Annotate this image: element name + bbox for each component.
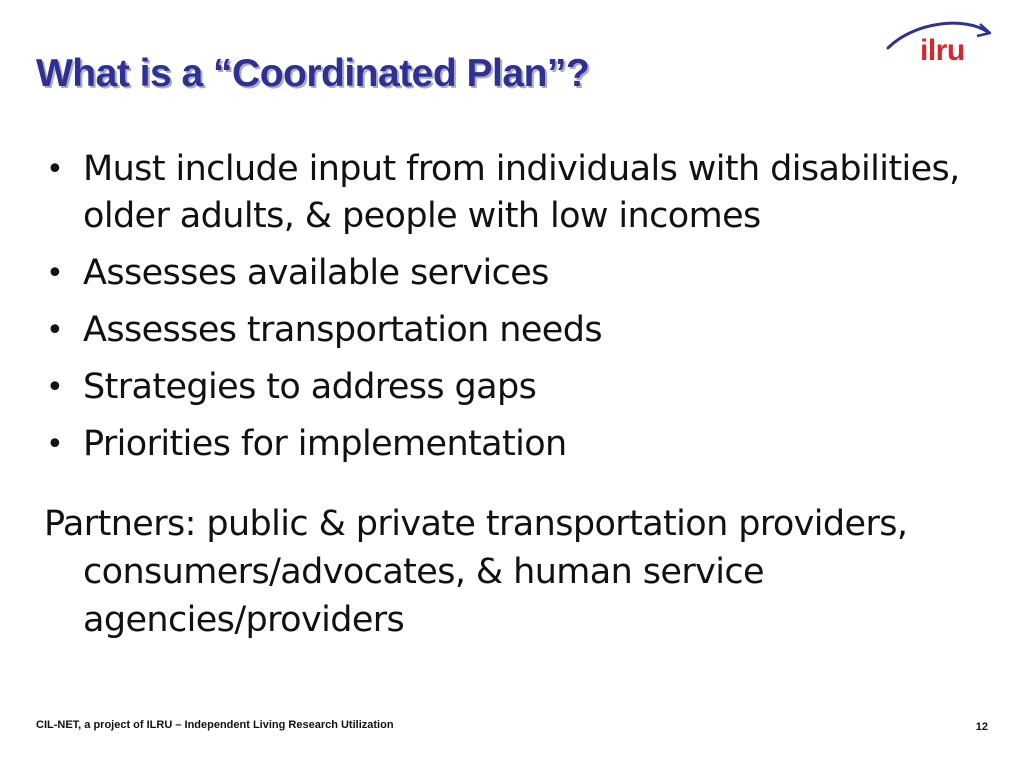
list-item: [44, 364, 1004, 411]
bullet-list: [44, 146, 1004, 478]
partners-text: Partners: public & private transportation providers, consumers/advocates, & human service agencies/providers: [44, 504, 908, 640]
footer-text: CIL-NET, a project of ILRU – Independent Living Research Utilization: [36, 719, 394, 731]
bullet-icon: •: [46, 313, 64, 348]
page-number: 12: [975, 721, 988, 733]
bullet-text: Assesses available services: [83, 253, 549, 293]
list-item: [44, 307, 1004, 354]
slide-title: What is a “Coordinated Plan”?: [36, 52, 590, 95]
bullet-text: Assesses transportation needs: [83, 310, 602, 350]
list-item: [44, 421, 1004, 468]
bullet-text: Must include input from individuals with disabilities, older adults, & people with low incomes: [83, 149, 960, 236]
bullet-icon: •: [46, 427, 64, 462]
ilru-logo: [884, 14, 994, 74]
bullet-text: Priorities for implementation: [83, 424, 567, 464]
logo-text: ilru: [920, 34, 965, 67]
list-item: [44, 250, 1004, 297]
bullet-icon: •: [46, 370, 64, 405]
bullet-text: Strategies to address gaps: [83, 367, 537, 407]
bullet-icon: •: [46, 152, 64, 187]
bullet-icon: •: [46, 256, 64, 291]
list-item: [44, 146, 1004, 240]
